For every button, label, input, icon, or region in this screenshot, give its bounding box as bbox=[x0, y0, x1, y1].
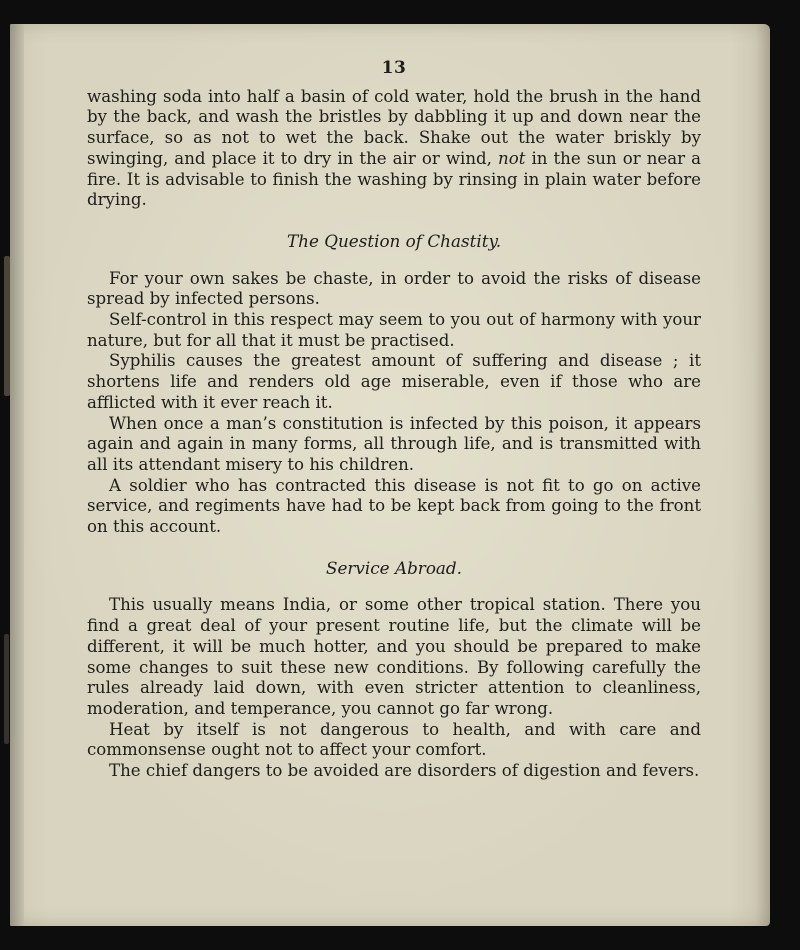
chastity-paragraph-5: A soldier who has contracted this disease is not fit to go on active service, and regiments have had to be kept back from going to the front on this account. bbox=[87, 475, 701, 537]
chastity-paragraph-2: Self-control in this respect may seem to you out of harmony with your nature, but for all that it must be practised. bbox=[87, 310, 701, 350]
book-page bbox=[10, 24, 770, 926]
service-paragraph-3: The chief dangers to be avoided are disorders of digestion and fevers. bbox=[109, 761, 700, 781]
page-content bbox=[87, 58, 701, 782]
chastity-paragraph-4: When once a man’s constitution is infected by this poison, it appears again and again in many forms, all through life, and is transmitted with all its attendant misery to his children. bbox=[87, 413, 701, 474]
section-heading-chastity: The Question of Chastity. bbox=[286, 230, 502, 251]
section-heading-service-abroad: Service Abroad. bbox=[325, 557, 463, 578]
intro-emphasis: not bbox=[498, 148, 526, 168]
margin-stain-upper bbox=[4, 256, 10, 396]
service-paragraph-2: Heat by itself is not dangerous to health, and with care and commonsense ought not to affect your comfort. bbox=[87, 719, 701, 760]
service-paragraph-1: This usually means India, or some other tropical station. There you find a great deal of your present routine life, but the climate will be different, it will be much hotter, and you should be prepared to make some changes to suit these new conditions. By following carefully the rules already laid down, with even stricter attention to cleanliness, moderation, and temperance, you cannot go far wrong. bbox=[87, 595, 701, 718]
page-binding-shadow bbox=[10, 24, 24, 926]
page-number: 13 bbox=[381, 58, 407, 78]
chastity-paragraph-1: For your own sakes be chaste, in order to avoid the risks of disease spread by infected persons. bbox=[87, 268, 701, 309]
margin-stain-lower bbox=[4, 634, 9, 744]
intro-paragraph bbox=[87, 87, 701, 211]
intro-text-1: washing soda into half a basin of cold water, hold the brush in the hand by the back, and wash the bristles by dabbling it up and down near the surface, so as not to wet the back. Shake out the water briskly by swinging, and place it to dry in the air or wind, bbox=[87, 86, 701, 168]
intro-text-2: in the sun or near a fire. It is advisable to finish the washing by rinsing in plain water before drying. bbox=[87, 148, 701, 210]
chastity-paragraph-3: Syphilis causes the greatest amount of suffering and disease ; it shortens life and renders old age miserable, even if those who are afflicted with it ever reach it. bbox=[87, 351, 701, 412]
